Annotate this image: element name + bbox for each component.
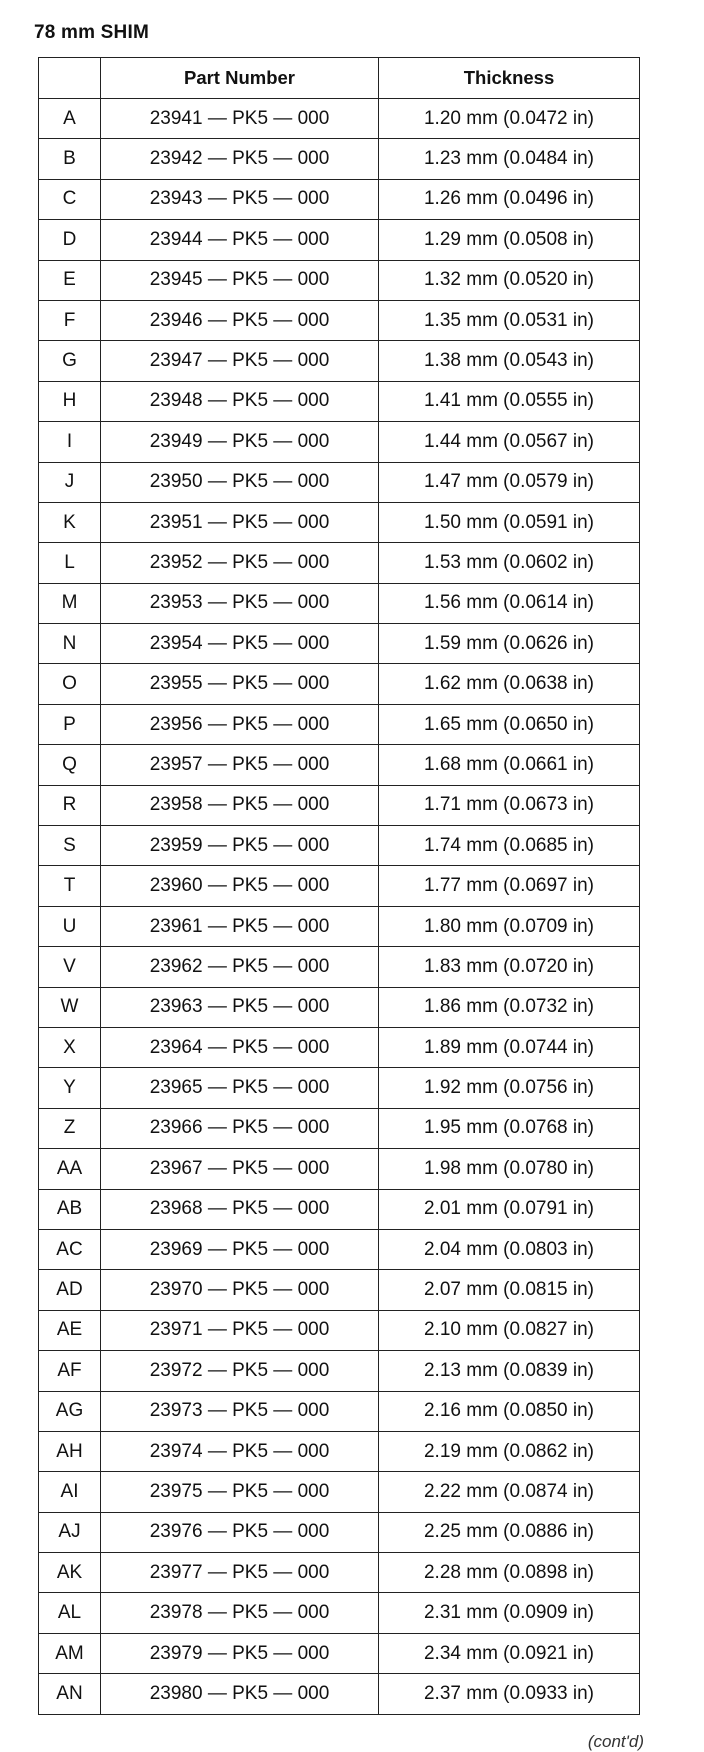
page-title: 78 mm SHIM [34,22,149,43]
row-part-number-cell: 23978 — PK5 — 000 [101,1593,379,1633]
row-thickness-cell: 1.38 mm (0.0543 in) [379,341,640,381]
row-part-number-cell: 23942 — PK5 — 000 [101,139,379,179]
row-part-number-cell: 23947 — PK5 — 000 [101,341,379,381]
row-code-cell: A [39,99,101,139]
row-code-cell: P [39,704,101,744]
row-code-cell: J [39,462,101,502]
table-row [39,341,640,381]
row-thickness-cell: 1.62 mm (0.0638 in) [379,664,640,704]
row-thickness-cell: 1.59 mm (0.0626 in) [379,624,640,664]
table-row [39,1351,640,1391]
row-thickness-cell: 1.29 mm (0.0508 in) [379,220,640,260]
row-thickness-cell: 2.22 mm (0.0874 in) [379,1472,640,1512]
row-part-number-cell: 23941 — PK5 — 000 [101,99,379,139]
row-thickness-cell: 1.71 mm (0.0673 in) [379,785,640,825]
row-thickness-cell: 1.35 mm (0.0531 in) [379,300,640,340]
row-part-number-cell: 23977 — PK5 — 000 [101,1553,379,1593]
row-code-cell: H [39,381,101,421]
row-code-cell: AK [39,1553,101,1593]
row-thickness-cell: 2.31 mm (0.0909 in) [379,1593,640,1633]
row-part-number-cell: 23954 — PK5 — 000 [101,624,379,664]
row-part-number-cell: 23944 — PK5 — 000 [101,220,379,260]
row-thickness-cell: 1.95 mm (0.0768 in) [379,1108,640,1148]
row-thickness-cell: 2.34 mm (0.0921 in) [379,1633,640,1673]
row-code-cell: AE [39,1310,101,1350]
row-code-cell: G [39,341,101,381]
row-code-cell: AI [39,1472,101,1512]
table-header [39,58,640,99]
row-thickness-cell: 1.77 mm (0.0697 in) [379,866,640,906]
table-row [39,906,640,946]
row-code-cell: AA [39,1149,101,1189]
row-thickness-cell: 1.47 mm (0.0579 in) [379,462,640,502]
table-row [39,1553,640,1593]
continued-note: (cont'd) [587,1732,644,1751]
row-thickness-cell: 1.92 mm (0.0756 in) [379,1068,640,1108]
table-row [39,1310,640,1350]
row-part-number-cell: 23970 — PK5 — 000 [101,1270,379,1310]
table-row [39,139,640,179]
row-thickness-cell: 1.68 mm (0.0661 in) [379,745,640,785]
row-part-number-cell: 23972 — PK5 — 000 [101,1351,379,1391]
row-code-cell: O [39,664,101,704]
row-part-number-cell: 23964 — PK5 — 000 [101,1027,379,1067]
table-row [39,866,640,906]
row-thickness-cell: 2.25 mm (0.0886 in) [379,1512,640,1552]
row-code-cell: AC [39,1229,101,1269]
row-thickness-cell: 2.07 mm (0.0815 in) [379,1270,640,1310]
row-thickness-cell: 1.56 mm (0.0614 in) [379,583,640,623]
header-row [39,58,640,99]
row-code-cell: W [39,987,101,1027]
row-thickness-cell: 2.19 mm (0.0862 in) [379,1431,640,1471]
table-row [39,1068,640,1108]
table-row [39,381,640,421]
row-thickness-cell: 1.86 mm (0.0732 in) [379,987,640,1027]
table-row [39,1633,640,1673]
row-part-number-cell: 23974 — PK5 — 000 [101,1431,379,1471]
row-code-cell: D [39,220,101,260]
row-thickness-cell: 1.50 mm (0.0591 in) [379,502,640,542]
table-row [39,1270,640,1310]
table-row [39,1431,640,1471]
row-part-number-cell: 23960 — PK5 — 000 [101,866,379,906]
row-part-number-cell: 23967 — PK5 — 000 [101,1149,379,1189]
row-part-number-cell: 23952 — PK5 — 000 [101,543,379,583]
row-thickness-cell: 1.65 mm (0.0650 in) [379,704,640,744]
row-thickness-cell: 1.74 mm (0.0685 in) [379,826,640,866]
row-code-cell: B [39,139,101,179]
row-code-cell: T [39,866,101,906]
row-code-cell: AN [39,1674,101,1714]
row-code-cell: AH [39,1431,101,1471]
row-code-cell: M [39,583,101,623]
table-row [39,1189,640,1229]
row-code-cell: AJ [39,1512,101,1552]
row-thickness-cell: 2.28 mm (0.0898 in) [379,1553,640,1593]
row-thickness-cell: 1.44 mm (0.0567 in) [379,422,640,462]
row-code-cell: AD [39,1270,101,1310]
row-thickness-cell: 1.41 mm (0.0555 in) [379,381,640,421]
table-row [39,260,640,300]
table-row [39,624,640,664]
row-part-number-cell: 23950 — PK5 — 000 [101,462,379,502]
row-part-number-cell: 23959 — PK5 — 000 [101,826,379,866]
row-code-cell: L [39,543,101,583]
shim-table [38,57,640,1715]
table-row [39,1149,640,1189]
row-thickness-cell: 1.83 mm (0.0720 in) [379,947,640,987]
row-thickness-cell: 2.16 mm (0.0850 in) [379,1391,640,1431]
row-thickness-cell: 1.26 mm (0.0496 in) [379,179,640,219]
row-thickness-cell: 2.10 mm (0.0827 in) [379,1310,640,1350]
table-row [39,987,640,1027]
row-code-cell: Q [39,745,101,785]
header-part-number: Part Number [101,58,379,99]
row-part-number-cell: 23956 — PK5 — 000 [101,704,379,744]
row-part-number-cell: 23965 — PK5 — 000 [101,1068,379,1108]
row-thickness-cell: 2.04 mm (0.0803 in) [379,1229,640,1269]
row-code-cell: N [39,624,101,664]
row-code-cell: Z [39,1108,101,1148]
table-row [39,179,640,219]
table-row [39,1674,640,1714]
table-row [39,1512,640,1552]
table-row [39,300,640,340]
row-code-cell: Y [39,1068,101,1108]
row-part-number-cell: 23943 — PK5 — 000 [101,179,379,219]
row-code-cell: V [39,947,101,987]
row-thickness-cell: 2.01 mm (0.0791 in) [379,1189,640,1229]
row-thickness-cell: 1.89 mm (0.0744 in) [379,1027,640,1067]
table-row [39,583,640,623]
row-code-cell: K [39,502,101,542]
table-row [39,99,640,139]
row-code-cell: AB [39,1189,101,1229]
row-part-number-cell: 23979 — PK5 — 000 [101,1633,379,1673]
row-code-cell: X [39,1027,101,1067]
table-row [39,1027,640,1067]
row-part-number-cell: 23945 — PK5 — 000 [101,260,379,300]
table-row [39,1593,640,1633]
row-thickness-cell: 1.23 mm (0.0484 in) [379,139,640,179]
table-row [39,422,640,462]
row-part-number-cell: 23948 — PK5 — 000 [101,381,379,421]
row-thickness-cell: 2.13 mm (0.0839 in) [379,1351,640,1391]
row-part-number-cell: 23951 — PK5 — 000 [101,502,379,542]
table-row [39,826,640,866]
row-code-cell: AM [39,1633,101,1673]
table-row [39,745,640,785]
row-part-number-cell: 23971 — PK5 — 000 [101,1310,379,1350]
row-part-number-cell: 23955 — PK5 — 000 [101,664,379,704]
row-part-number-cell: 23949 — PK5 — 000 [101,422,379,462]
row-part-number-cell: 23969 — PK5 — 000 [101,1229,379,1269]
table-row [39,220,640,260]
table-row [39,704,640,744]
row-code-cell: E [39,260,101,300]
table-row [39,1108,640,1148]
row-thickness-cell: 1.53 mm (0.0602 in) [379,543,640,583]
table-row [39,462,640,502]
row-part-number-cell: 23958 — PK5 — 000 [101,785,379,825]
row-code-cell: S [39,826,101,866]
table-row [39,785,640,825]
row-thickness-cell: 1.80 mm (0.0709 in) [379,906,640,946]
header-code [39,58,101,99]
row-part-number-cell: 23946 — PK5 — 000 [101,300,379,340]
row-part-number-cell: 23957 — PK5 — 000 [101,745,379,785]
table-row [39,1472,640,1512]
row-part-number-cell: 23975 — PK5 — 000 [101,1472,379,1512]
table-row [39,1391,640,1431]
row-code-cell: C [39,179,101,219]
header-thickness: Thickness [379,58,640,99]
row-code-cell: AG [39,1391,101,1431]
table-row [39,664,640,704]
row-code-cell: AF [39,1351,101,1391]
row-code-cell: F [39,300,101,340]
row-code-cell: R [39,785,101,825]
table-row [39,502,640,542]
table-row [39,543,640,583]
row-part-number-cell: 23962 — PK5 — 000 [101,947,379,987]
row-thickness-cell: 1.98 mm (0.0780 in) [379,1149,640,1189]
row-part-number-cell: 23973 — PK5 — 000 [101,1391,379,1431]
table-row [39,1229,640,1269]
row-part-number-cell: 23953 — PK5 — 000 [101,583,379,623]
row-part-number-cell: 23968 — PK5 — 000 [101,1189,379,1229]
row-part-number-cell: 23966 — PK5 — 000 [101,1108,379,1148]
row-code-cell: I [39,422,101,462]
row-part-number-cell: 23961 — PK5 — 000 [101,906,379,946]
row-thickness-cell: 1.20 mm (0.0472 in) [379,99,640,139]
row-thickness-cell: 1.32 mm (0.0520 in) [379,260,640,300]
row-thickness-cell: 2.37 mm (0.0933 in) [379,1674,640,1714]
table-body [39,99,640,1715]
row-part-number-cell: 23980 — PK5 — 000 [101,1674,379,1714]
table-row [39,947,640,987]
row-part-number-cell: 23963 — PK5 — 000 [101,987,379,1027]
row-code-cell: U [39,906,101,946]
row-code-cell: AL [39,1593,101,1633]
row-part-number-cell: 23976 — PK5 — 000 [101,1512,379,1552]
